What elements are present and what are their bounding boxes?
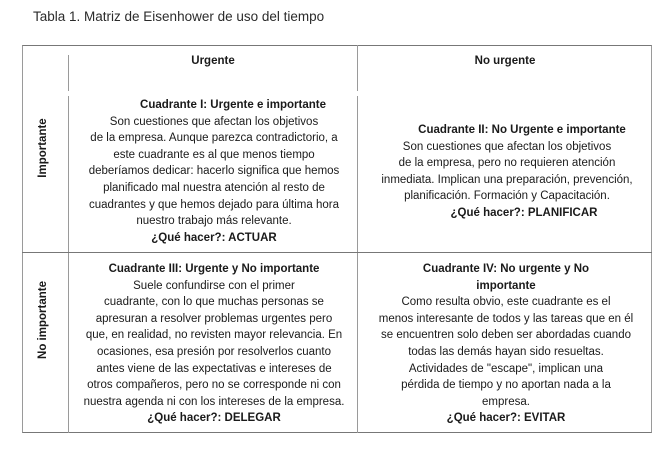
quadrant-3-text: Suele confundirse con el primer cuadrante, con lo que muchas personas se apresuran a resolver problemas urgentes pero que, en realidad, no revisten mayor relevancia. En ocasiones, esa presión por resolverlos cuanto antes viene de las expectativas e intereses de otros compañeros, pero no se corresponde ni con nuestra agenda ni con los intereses de la empresa. [83, 279, 345, 408]
row-divider [22, 252, 652, 253]
row-label-not-important: No importante [37, 281, 49, 359]
quadrant-2-title: Cuadrante II: No Urgente e importante [418, 124, 626, 136]
column-divider-top [357, 45, 358, 91]
quadrant-3-title: Cuadrante III: Urgente y No importante [108, 263, 320, 275]
quadrant-1 [75, 97, 353, 246]
quadrant-4 [360, 261, 652, 427]
column-divider [357, 96, 358, 433]
column-header-urgent: Urgente [191, 55, 235, 67]
quadrant-2-text: Son cuestiones que afectan los objetivos de la empresa, pero no requieren atención inmediata. Implican una preparación, prevención, planificación. Formación y Capacitación. [381, 140, 633, 203]
quadrant-4-title: Cuadrante IV: No urgente y No importante [422, 263, 590, 292]
table-caption: Tabla 1. Matriz de Eisenhower de uso del tiempo [33, 9, 325, 24]
quadrant-2 [362, 122, 652, 222]
quadrant-4-action: ¿Qué hacer?: EVITAR [446, 412, 566, 425]
quadrant-2-action: ¿Qué hacer?: PLANIFICAR [450, 206, 598, 219]
row-label-divider [68, 96, 69, 433]
quadrant-3-action: ¿Qué hacer?: DELEGAR [147, 412, 281, 425]
quadrant-1-title: Cuadrante I: Urgente e importante [140, 99, 326, 111]
column-header-not-urgent: No urgente [474, 55, 536, 67]
quadrant-4-text: Como resulta obvio, este cuadrante es el menos interesante de todos y las tareas que en él se encuentren solo deben ser abordadas cuando todas las demás hayan sido resueltas. Actividades de "escape", implican una pérdida de tiempo y no aportan nada a la empresa. [378, 296, 634, 408]
quadrant-3 [72, 261, 356, 427]
row-label-important: Importante [37, 118, 49, 178]
quadrant-1-action: ¿Qué hacer?: ACTUAR [151, 231, 277, 244]
quadrant-1-text: Son cuestiones que afectan los objetivos de la empresa. Aunque parezca contradictorio, a este cuadrante es al que menos tiempo deberíamos dedicar: hacerlo significa que hemos planificado mal nuestra atención al resto de cuadrantes y que hemos dejado para última hora nuestro trabajo más relevante. [88, 115, 340, 228]
